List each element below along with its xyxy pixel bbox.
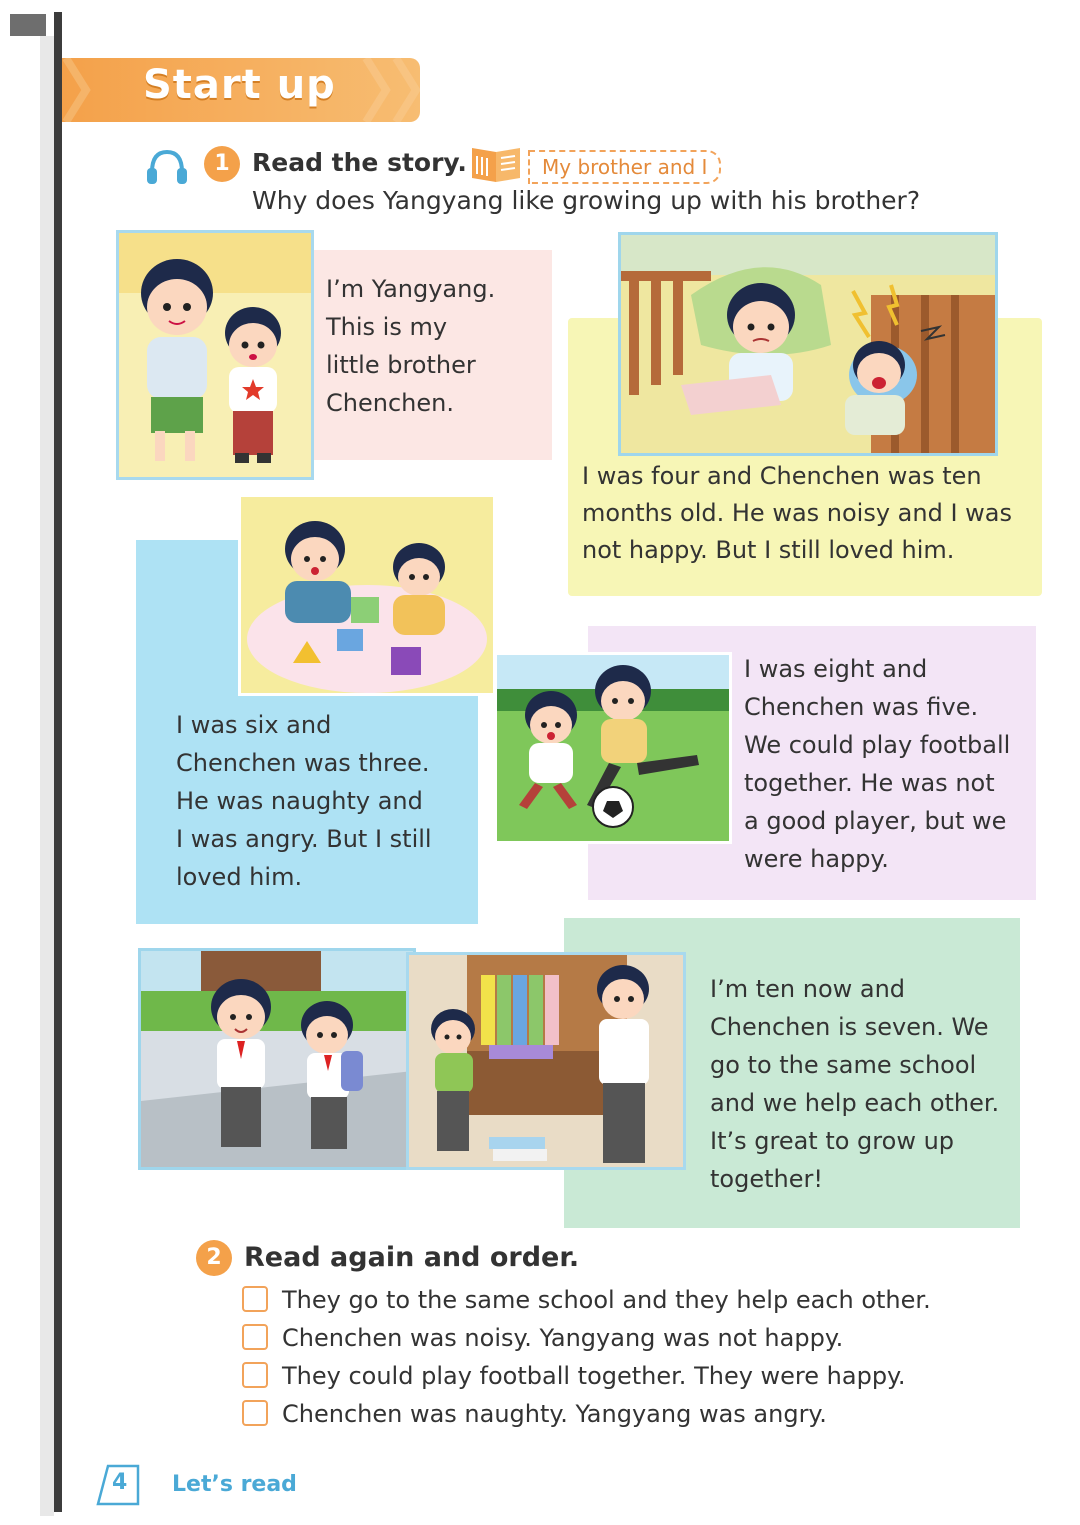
story-line: I’m ten now and: [710, 975, 906, 1003]
story-line: loved him.: [176, 863, 303, 891]
story-line: and we help each other.: [710, 1089, 1000, 1117]
story-line: not happy. But I still loved him.: [582, 536, 955, 564]
illustration-helping-with-books: [406, 952, 686, 1170]
story-line: I was six and: [176, 711, 332, 739]
story-line: go to the same school: [710, 1051, 977, 1079]
exercise-number: 1: [204, 146, 240, 182]
story-line: were happy.: [744, 845, 889, 873]
story-line: We could play football: [744, 731, 1011, 759]
story-line: I was four and Chenchen was ten: [582, 462, 982, 490]
chevron-decoration: [62, 58, 96, 122]
checkbox-icon[interactable]: [242, 1286, 268, 1312]
chevron-decoration: [392, 58, 420, 122]
order-item-text: Chenchen was noisy. Yangyang was not happy.: [282, 1324, 844, 1352]
story-text-2: [582, 458, 1042, 569]
story-line: It’s great to grow up: [710, 1127, 955, 1155]
order-item[interactable]: [242, 1362, 905, 1390]
checkbox-icon[interactable]: [242, 1400, 268, 1426]
binding-shadow: [40, 36, 54, 1516]
story-line: together!: [710, 1165, 823, 1193]
order-item-text: They could play football together. They were happy.: [282, 1362, 906, 1390]
story-line: Chenchen was five.: [744, 693, 979, 721]
checkbox-icon[interactable]: [242, 1362, 268, 1388]
exercise-instruction: Read the story.: [252, 148, 467, 177]
binding-mark: [10, 14, 46, 36]
book-icon: [468, 142, 524, 184]
story-line: a good player, but we: [744, 807, 1007, 835]
order-item[interactable]: [242, 1324, 843, 1352]
story-text-4: [744, 650, 1036, 878]
reading-question: Why does Yangyang like growing up with his brother?: [252, 186, 921, 215]
exercise-instruction: Read again and order.: [244, 1242, 580, 1273]
order-item-text: They go to the same school and they help each other.: [282, 1286, 931, 1314]
story-text-3: [176, 706, 476, 896]
illustration-crying-baby: [618, 232, 998, 456]
illustration-brothers-standing: [116, 230, 314, 480]
binding-edge: [54, 12, 62, 1512]
illustration-playing-football: [494, 652, 732, 844]
story-title-tag: My brother and I: [528, 150, 721, 184]
story-line: This is my: [326, 313, 448, 341]
story-line: Chenchen was three.: [176, 749, 430, 777]
story-line: I’m Yangyang.: [326, 275, 496, 303]
story-text-5: [710, 970, 1020, 1198]
story-line: I was eight and: [744, 655, 928, 683]
story-text-1: [326, 270, 546, 422]
illustration-going-to-school: [138, 948, 416, 1170]
order-item[interactable]: [242, 1286, 931, 1314]
footer-section-label: Let’s read: [172, 1472, 297, 1497]
story-line: He was naughty and: [176, 787, 423, 815]
chevron-decoration: [362, 58, 396, 122]
headphones-icon[interactable]: [144, 146, 190, 186]
story-line: Chenchen.: [326, 389, 454, 417]
order-item-text: Chenchen was naughty. Yangyang was angry.: [282, 1400, 827, 1428]
exercise-number: 2: [196, 1240, 232, 1276]
order-item[interactable]: [242, 1400, 827, 1428]
section-title: Start up: [143, 62, 336, 108]
checkbox-icon[interactable]: [242, 1324, 268, 1350]
page-number: 4: [112, 1470, 128, 1495]
illustration-playing-blocks: [238, 494, 496, 696]
story-line: months old. He was noisy and I was: [582, 499, 1013, 527]
story-line: Chenchen is seven. We: [710, 1013, 989, 1041]
story-line: together. He was not: [744, 769, 995, 797]
story-line: I was angry. But I still: [176, 825, 432, 853]
story-line: little brother: [326, 351, 476, 379]
